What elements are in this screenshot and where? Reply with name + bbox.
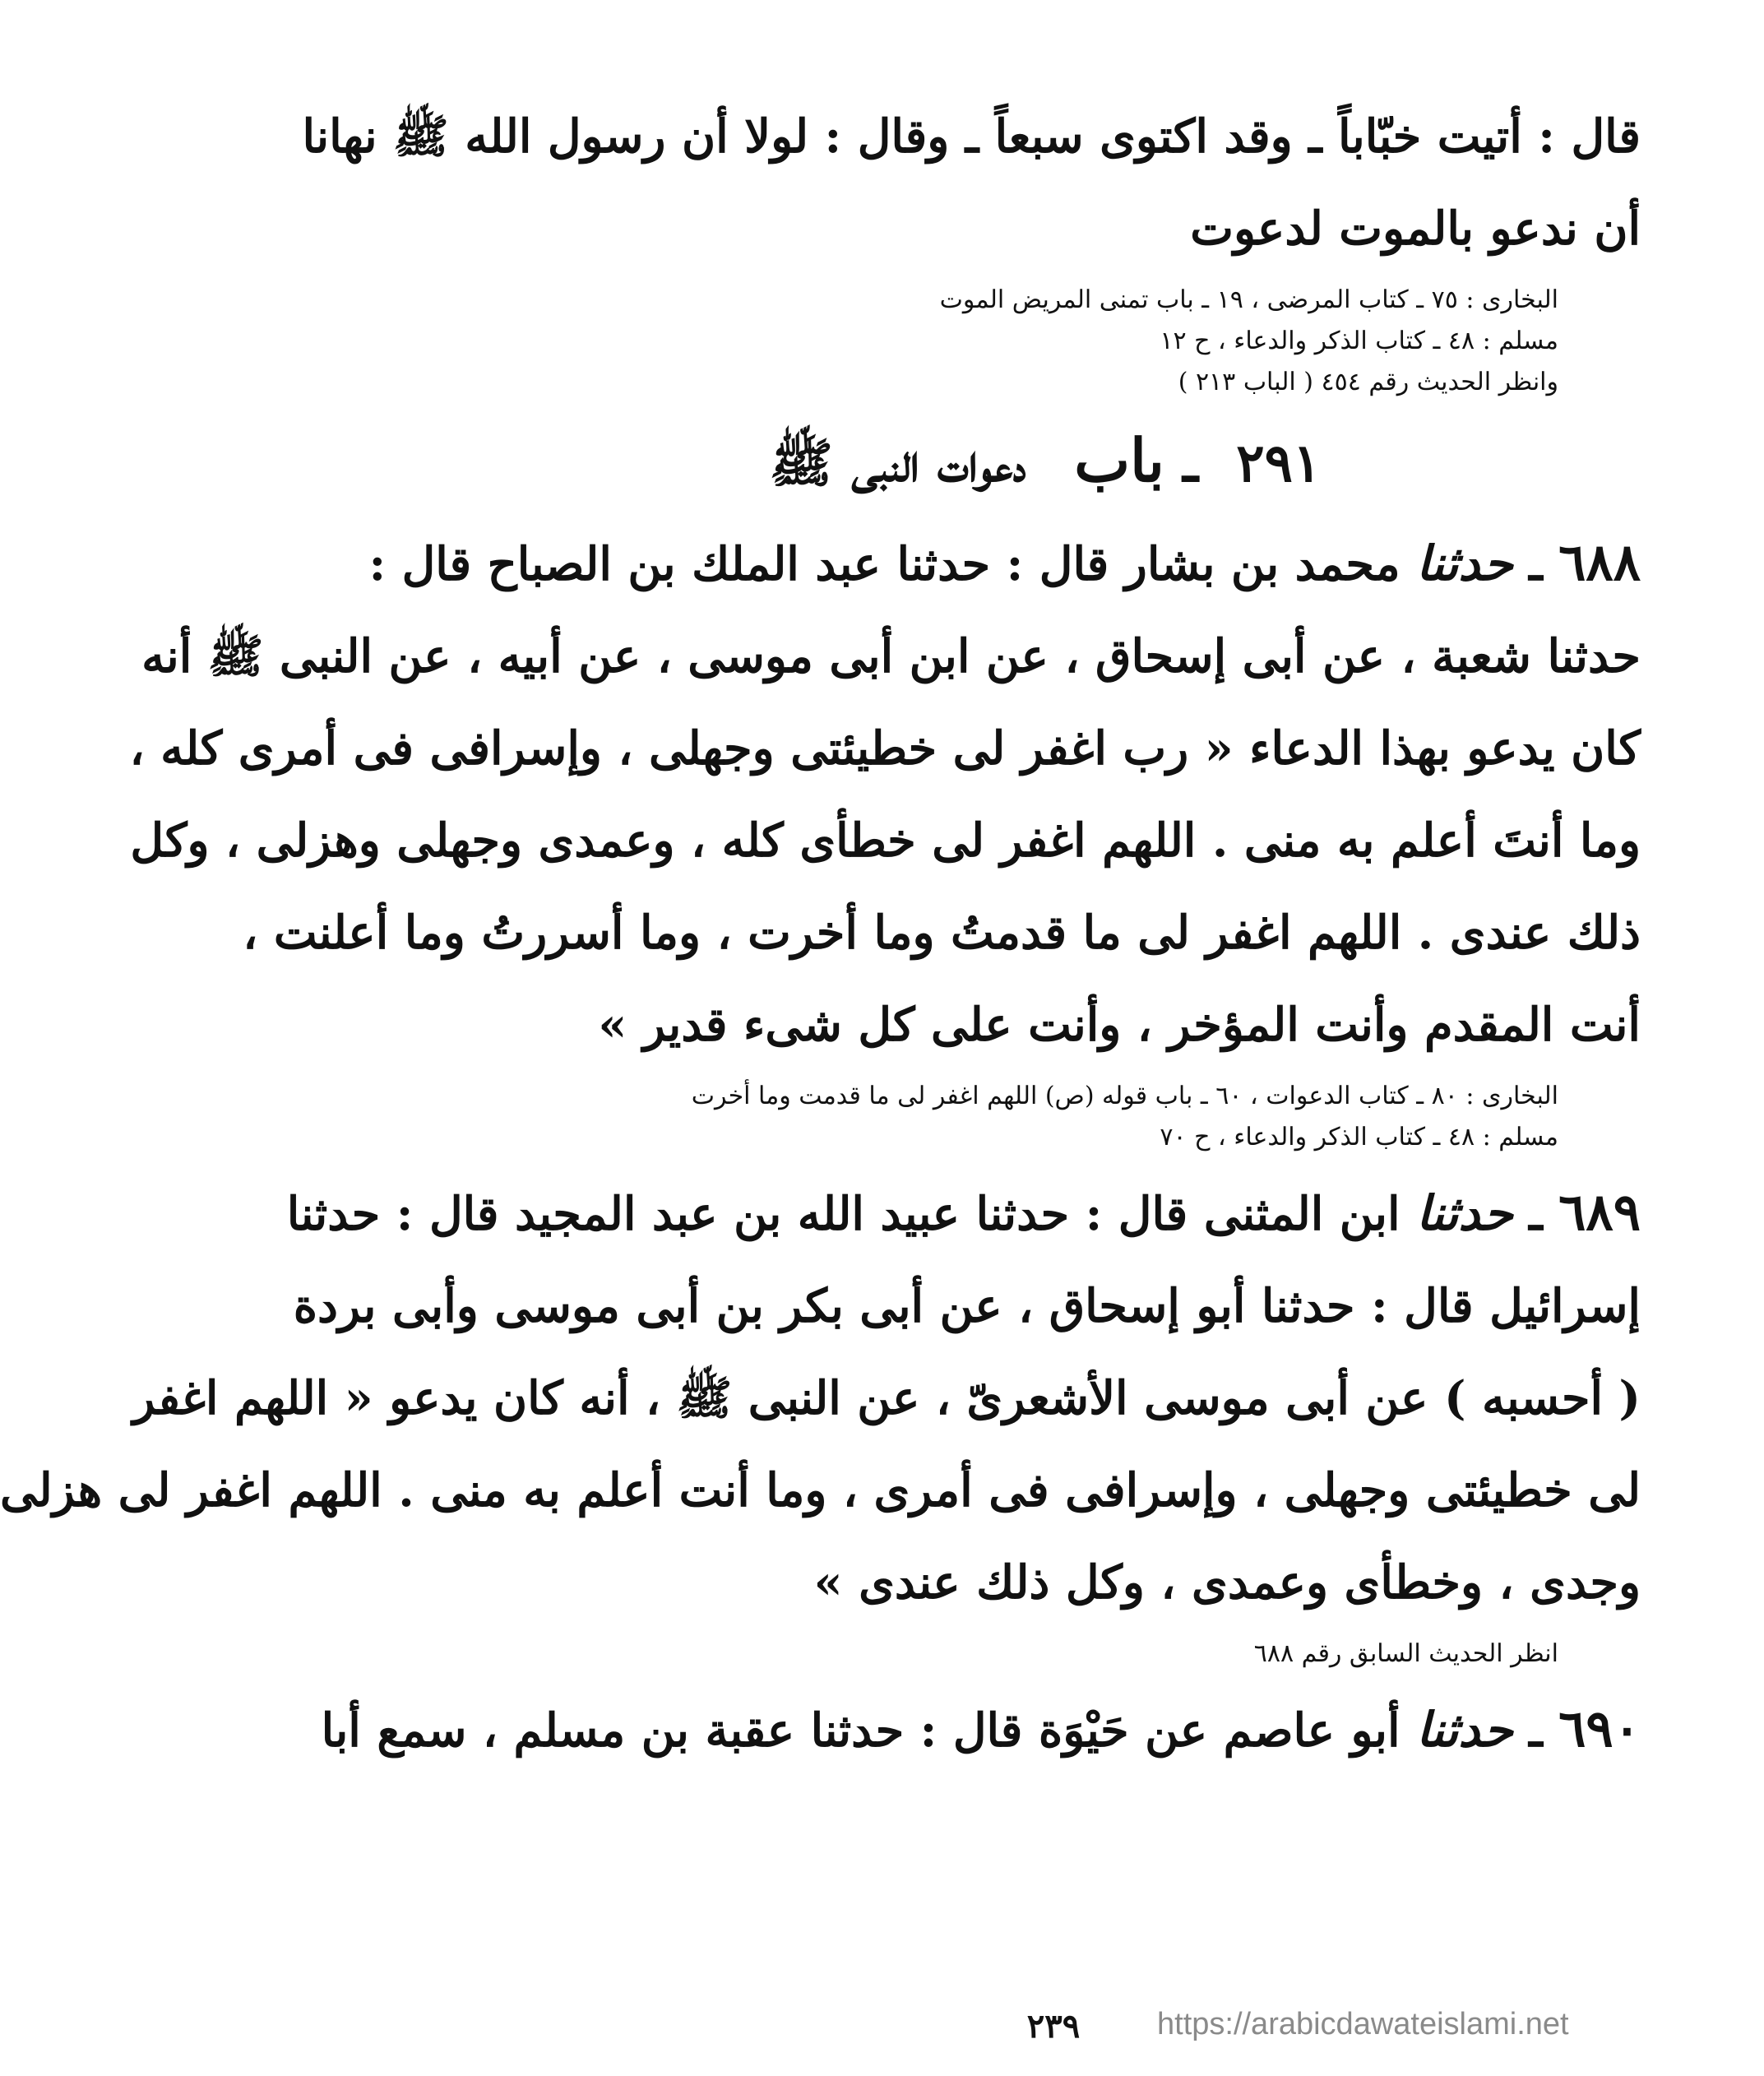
hadith-number: ٦٨٨ (1558, 532, 1641, 592)
reference-line: البخارى : ٧٥ ـ كتاب المرضى ، ١٩ ـ باب تمنى المريض الموت (939, 285, 1558, 314)
section-heading (450, 411, 1641, 513)
page-number: ٢٣٩ (1026, 2007, 1081, 2046)
section-number: ٢٩١ (1236, 433, 1322, 494)
reference-line: انظر الحديث السابق رقم ٦٨٨ (1253, 1639, 1558, 1668)
top-passage (302, 90, 1641, 403)
text-line: ذلك عندى . اللهم اغفر لى ما قدمتُ وما أخرت ، وما أسررتُ وما أعلنت ، (243, 906, 1641, 960)
reference-notes (450, 1633, 1641, 1675)
text-line: حدثنا شعبة ، عن أبى إسحاق ، عن ابن أبى موسى ، عن أبيه ، عن النبى ﷺ أنه (141, 629, 1641, 684)
hadith-688 (129, 517, 1641, 1158)
reference-line: مسلم : ٤٨ ـ كتاب الذكر والدعاء ، ح ١٢ (1160, 327, 1558, 355)
text-line: إسرائيل قال : حدثنا أبو إسحاق ، عن أبى بكر بن أبى موسى وأبى بردة (293, 1279, 1641, 1333)
reference-line: وانظر الحديث رقم ٤٥٤ ( الباب ٢١٣ ) (1178, 368, 1558, 396)
hadith-number: ٦٨٩ (1558, 1182, 1641, 1242)
text-line: أبو عاصم عن حَيْوَة قال : حدثنا عقبة بن مسلم ، سمع أبا (321, 1703, 1401, 1758)
text-line: قال : أتيت خبّاباً ـ وقد اكتوى سبعاً ـ وقال : لولا أن رسول الله ﷺ نهانا (302, 109, 1641, 164)
text-line: أن ندعو بالموت لدعوت (1190, 202, 1641, 256)
text-line: وما أنتَ أعلم به منى . اللهم اغفر لى خطأى كله ، وعمدى وجهلى وهزلى ، وكل (130, 813, 1641, 868)
reference-line: مسلم : ٤٨ ـ كتاب الذكر والدعاء ، ح ٧٠ (1160, 1123, 1558, 1152)
hadith-dash: ـ (1529, 1703, 1543, 1758)
hadith-689 (0, 1166, 1641, 1675)
hadith-first-line (321, 1683, 1641, 1777)
haddathana-word: حدثنا (1416, 1702, 1513, 1758)
hadith-690 (321, 1683, 1641, 1777)
reference-line: البخارى : ٨٠ ـ كتاب الدعوات ، ٦٠ ـ باب قوله (ص) اللهم اغفر لى ما قدمت وما أخرت (691, 1082, 1558, 1110)
hadith-dash: ـ (1529, 1187, 1543, 1241)
hadith-number: ٦٩٠ (1558, 1698, 1641, 1759)
section-title-text: دعوات النبى ﷺ (769, 433, 1026, 494)
text-line: أنت المقدم وأنت المؤخر ، وأنت على كل شىء قدير » (598, 998, 1641, 1052)
watermark-url: https://arabicdawateislami.net (1157, 2007, 1569, 2041)
hadith-first-line (368, 517, 1641, 610)
text-line: ابن المثنى قال : حدثنا عبيد الله بن عبد المجيد قال : حدثنا (286, 1187, 1401, 1241)
hadith-dash: ـ (1529, 537, 1543, 591)
text-line: وجدى ، وخطأى وعمدى ، وكل ذلك عندى » (813, 1555, 1641, 1610)
reference-notes (450, 280, 1641, 403)
haddathana-word: حدثنا (1416, 1185, 1513, 1241)
text-line: لى خطيئتى وجهلى ، وإسرافى فى أمرى ، وما أنت أعلم به منى . اللهم اغفر لى هزلى (0, 1463, 1641, 1518)
text-line: محمد بن بشار قال : حدثنا عبد الملك بن الصباح قال : (368, 537, 1401, 591)
section-dash: ـ (1183, 433, 1198, 494)
reference-notes (450, 1076, 1641, 1158)
hadith-first-line (286, 1166, 1641, 1260)
text-line: ( أحسبه ) عن أبى موسى الأشعرىّ ، عن النبى ﷺ ، أنه كان يدعو « اللهم اغفر (132, 1371, 1641, 1425)
text-line: كان يدعو بهذا الدعاء « رب اغفر لى خطيئتى وجهلى ، وإسرافى فى أمرى كله ، (129, 721, 1641, 776)
section-word: باب (1074, 425, 1164, 495)
haddathana-word: حدثنا (1416, 535, 1513, 591)
